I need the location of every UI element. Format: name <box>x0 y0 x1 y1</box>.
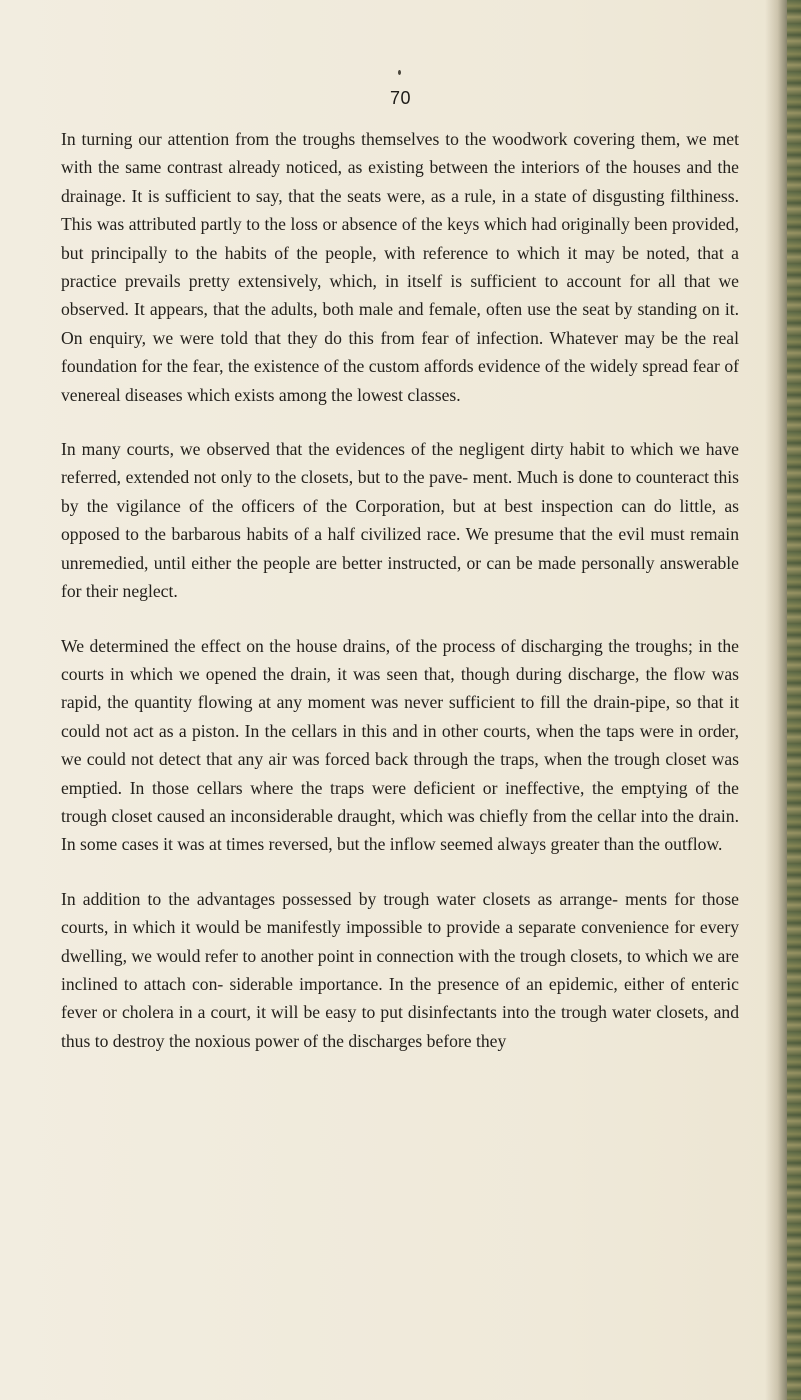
ink-speck <box>398 70 401 75</box>
paragraph-2: In many courts, we observed that the evidences of the negligent dirty habit to which we have referred, extended not only to the closets, but to the pave- ment. Much is done to counteract this by the vigilance of the officers of the Corporation, but at best inspection can do little, as opposed to the barbarous habits of a half civilized race. We presume that the evil must remain unremedied, until either the people are better instructed, or can be made personally answerable for their neglect. <box>61 439 739 602</box>
binding-edge-strip <box>787 0 801 1400</box>
paragraph-4: In addition to the advantages possessed by trough water closets as arrange- ments for those courts, in which it would be manifestly impossible to provide a separate convenience for every dwelling, we would refer to another point in connection with the trough closets, to which we are inclined to attach con- siderable importance. In the presence of an epidemic, either of enteric fever or cholera in a court, it will be easy to put disinfectants into the trough water closets, and thus to destroy the noxious power of the discharges before they <box>61 888 739 1051</box>
body-text <box>61 125 739 1081</box>
page-number: 70 <box>389 88 412 108</box>
paragraph-3: We determined the effect on the house drains, of the process of discharging the troughs; in the courts in which we opened the drain, it was seen that, though during discharge, the flow was rapid, the quantity flowing at any moment was never sufficient to fill the drain-pipe, so that it could not act as a piston. In the cellars in this and in other courts, when the taps were in order, we could not detect that any air was forced back through the traps, when the trough closet was emptied. In those cellars where the traps were deficient or ineffective, the emptying of the trough closet caused an inconsiderable draught, which was chiefly from the cellar into the drain. In some cases it was at times reversed, but the inflow seemed always greater than the outflow. <box>61 635 739 855</box>
paragraph-1: In turning our attention from the troughs themselves to the woodwork covering them, we met with the same contrast already noticed, as existing between the interiors of the houses and the drainage. It is sufficient to say, that the seats were, as a rule, in a state of disgusting filthiness. This was attributed partly to the loss or absence of the keys which had originally been provided, but principally to the habits of the people, with reference to which it may be noted, that a practice prevails pretty extensively, which, in itself is sufficient to account for all that we observed. It appears, that the adults, both male and female, often use the seat by standing on it. On enquiry, we were told that they do this from fear of infection. Whatever may be the real foundation for the fear, the existence of the custom affords evidence of the widely spread fear of venereal diseases which exists among the lowest classes. <box>61 129 739 405</box>
